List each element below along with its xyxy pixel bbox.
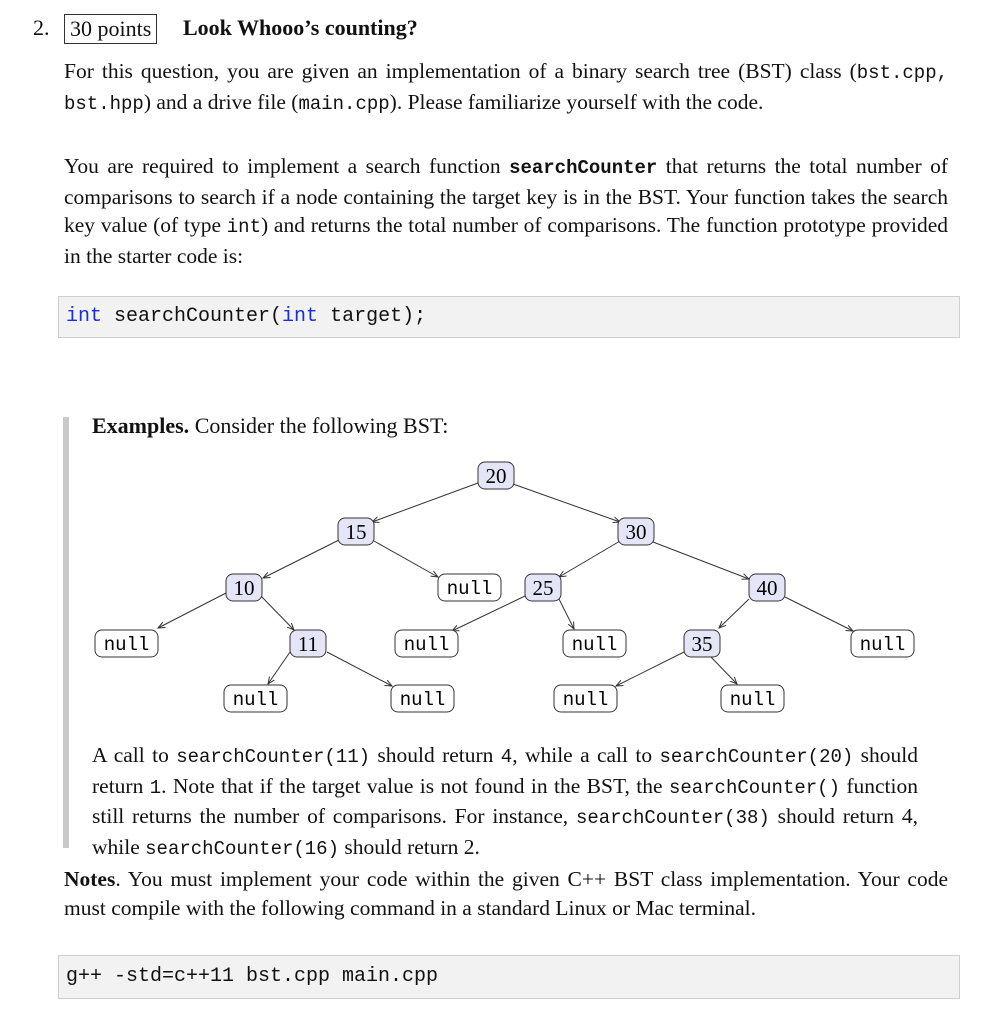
svg-text:null: null <box>399 689 446 711</box>
prototype-code-block: int searchCounter(int target); <box>58 296 960 338</box>
svg-text:10: 10 <box>233 576 255 600</box>
inline-code: bst.cpp, bst.hpp <box>64 62 948 115</box>
inline-code: searchCounter <box>509 157 658 179</box>
inline-code: searchCounter() <box>668 776 840 799</box>
null-node <box>395 630 458 657</box>
svg-text:null: null <box>446 578 493 600</box>
svg-text:15: 15 <box>345 520 367 544</box>
node-15 <box>338 518 374 545</box>
inline-code: searchCounter(11) <box>176 746 371 768</box>
svg-text:11: 11 <box>297 632 319 656</box>
node-10 <box>226 574 262 601</box>
edge <box>785 597 853 631</box>
edge <box>513 484 620 522</box>
svg-text:40: 40 <box>756 576 778 600</box>
edge <box>559 599 574 629</box>
null-node <box>554 685 617 712</box>
svg-text:null: null <box>571 634 618 656</box>
svg-text:null: null <box>562 689 609 711</box>
notes-label: Notes <box>64 867 116 891</box>
inline-code: int <box>226 216 261 238</box>
inline-code: searchCounter(20) <box>659 746 854 768</box>
svg-text:25: 25 <box>532 576 554 600</box>
edge <box>374 541 438 577</box>
points-badge: 30 points <box>64 14 157 44</box>
svg-text:null: null <box>729 689 776 711</box>
svg-text:null: null <box>859 634 906 656</box>
null-node <box>851 630 914 657</box>
question-title: Look Whooo’s counting? <box>183 15 418 40</box>
null-node <box>563 630 626 657</box>
intro-paragraph-1: For this question, you are given an implementation of a binary search tree (BST) class (bst.cpp, bst.hpp) and a drive file (main.cpp). Please familiarize yourself with the code. <box>64 59 948 115</box>
edge <box>327 652 392 686</box>
inline-code: main.cpp <box>298 92 390 115</box>
examples-explanation: A call to searchCounter(11) should return 4, while a call to searchCounter(20) should return 1. Note that if the target value is not found in the BST, the searchCounter() function still returns the number of comparisons. For instance, searchCounter(38) should return 4, while searchCounter(16) should return 2. <box>92 743 919 860</box>
inline-code: searchCounter(38) <box>575 807 770 829</box>
null-node <box>95 630 158 657</box>
question-number: 2. <box>33 15 50 40</box>
null-node <box>391 685 454 712</box>
intro-paragraph-2: You are required to implement a search function searchCounter that returns the total number of comparisons to search if a node containing the target key is in the BST. Your function takes the search key value (of type int) and returns the total number of comparisons. The function prototype provided in the starter code is: <box>64 154 948 268</box>
edge <box>616 652 684 686</box>
inline-code: searchCounter(16) <box>145 837 339 860</box>
null-node <box>438 574 501 601</box>
notes-paragraph: Notes. You must implement your code within the given C++ BST class implementation. Your code must compile with the following command in a standard Linux or Mac terminal. <box>64 867 948 920</box>
node-40 <box>749 574 785 601</box>
edge <box>268 652 290 684</box>
null-node <box>224 685 287 712</box>
edge <box>653 542 749 579</box>
edge <box>158 593 226 628</box>
svg-text:null: null <box>403 634 450 656</box>
null-node <box>721 685 784 712</box>
svg-text:null: null <box>103 634 150 656</box>
node-25 <box>525 574 561 601</box>
svg-text:null: null <box>232 689 279 711</box>
svg-text:20: 20 <box>485 464 507 488</box>
node-20 <box>478 462 514 489</box>
edge <box>263 540 339 578</box>
edge <box>719 599 749 628</box>
node-35 <box>684 630 720 657</box>
edge <box>559 541 620 577</box>
svg-text:35: 35 <box>691 632 713 656</box>
svg-text:30: 30 <box>625 520 647 544</box>
edge <box>711 657 737 684</box>
inline-code: 4 <box>500 746 513 768</box>
compile-command-block: g++ -std=c++11 bst.cpp main.cpp <box>58 955 960 999</box>
edge <box>261 596 294 630</box>
node-30 <box>618 518 654 545</box>
inline-code: 1 <box>149 776 162 799</box>
edge <box>372 483 478 522</box>
examples-heading: Examples. Consider the following BST: <box>92 413 449 438</box>
node-11 <box>290 630 326 657</box>
